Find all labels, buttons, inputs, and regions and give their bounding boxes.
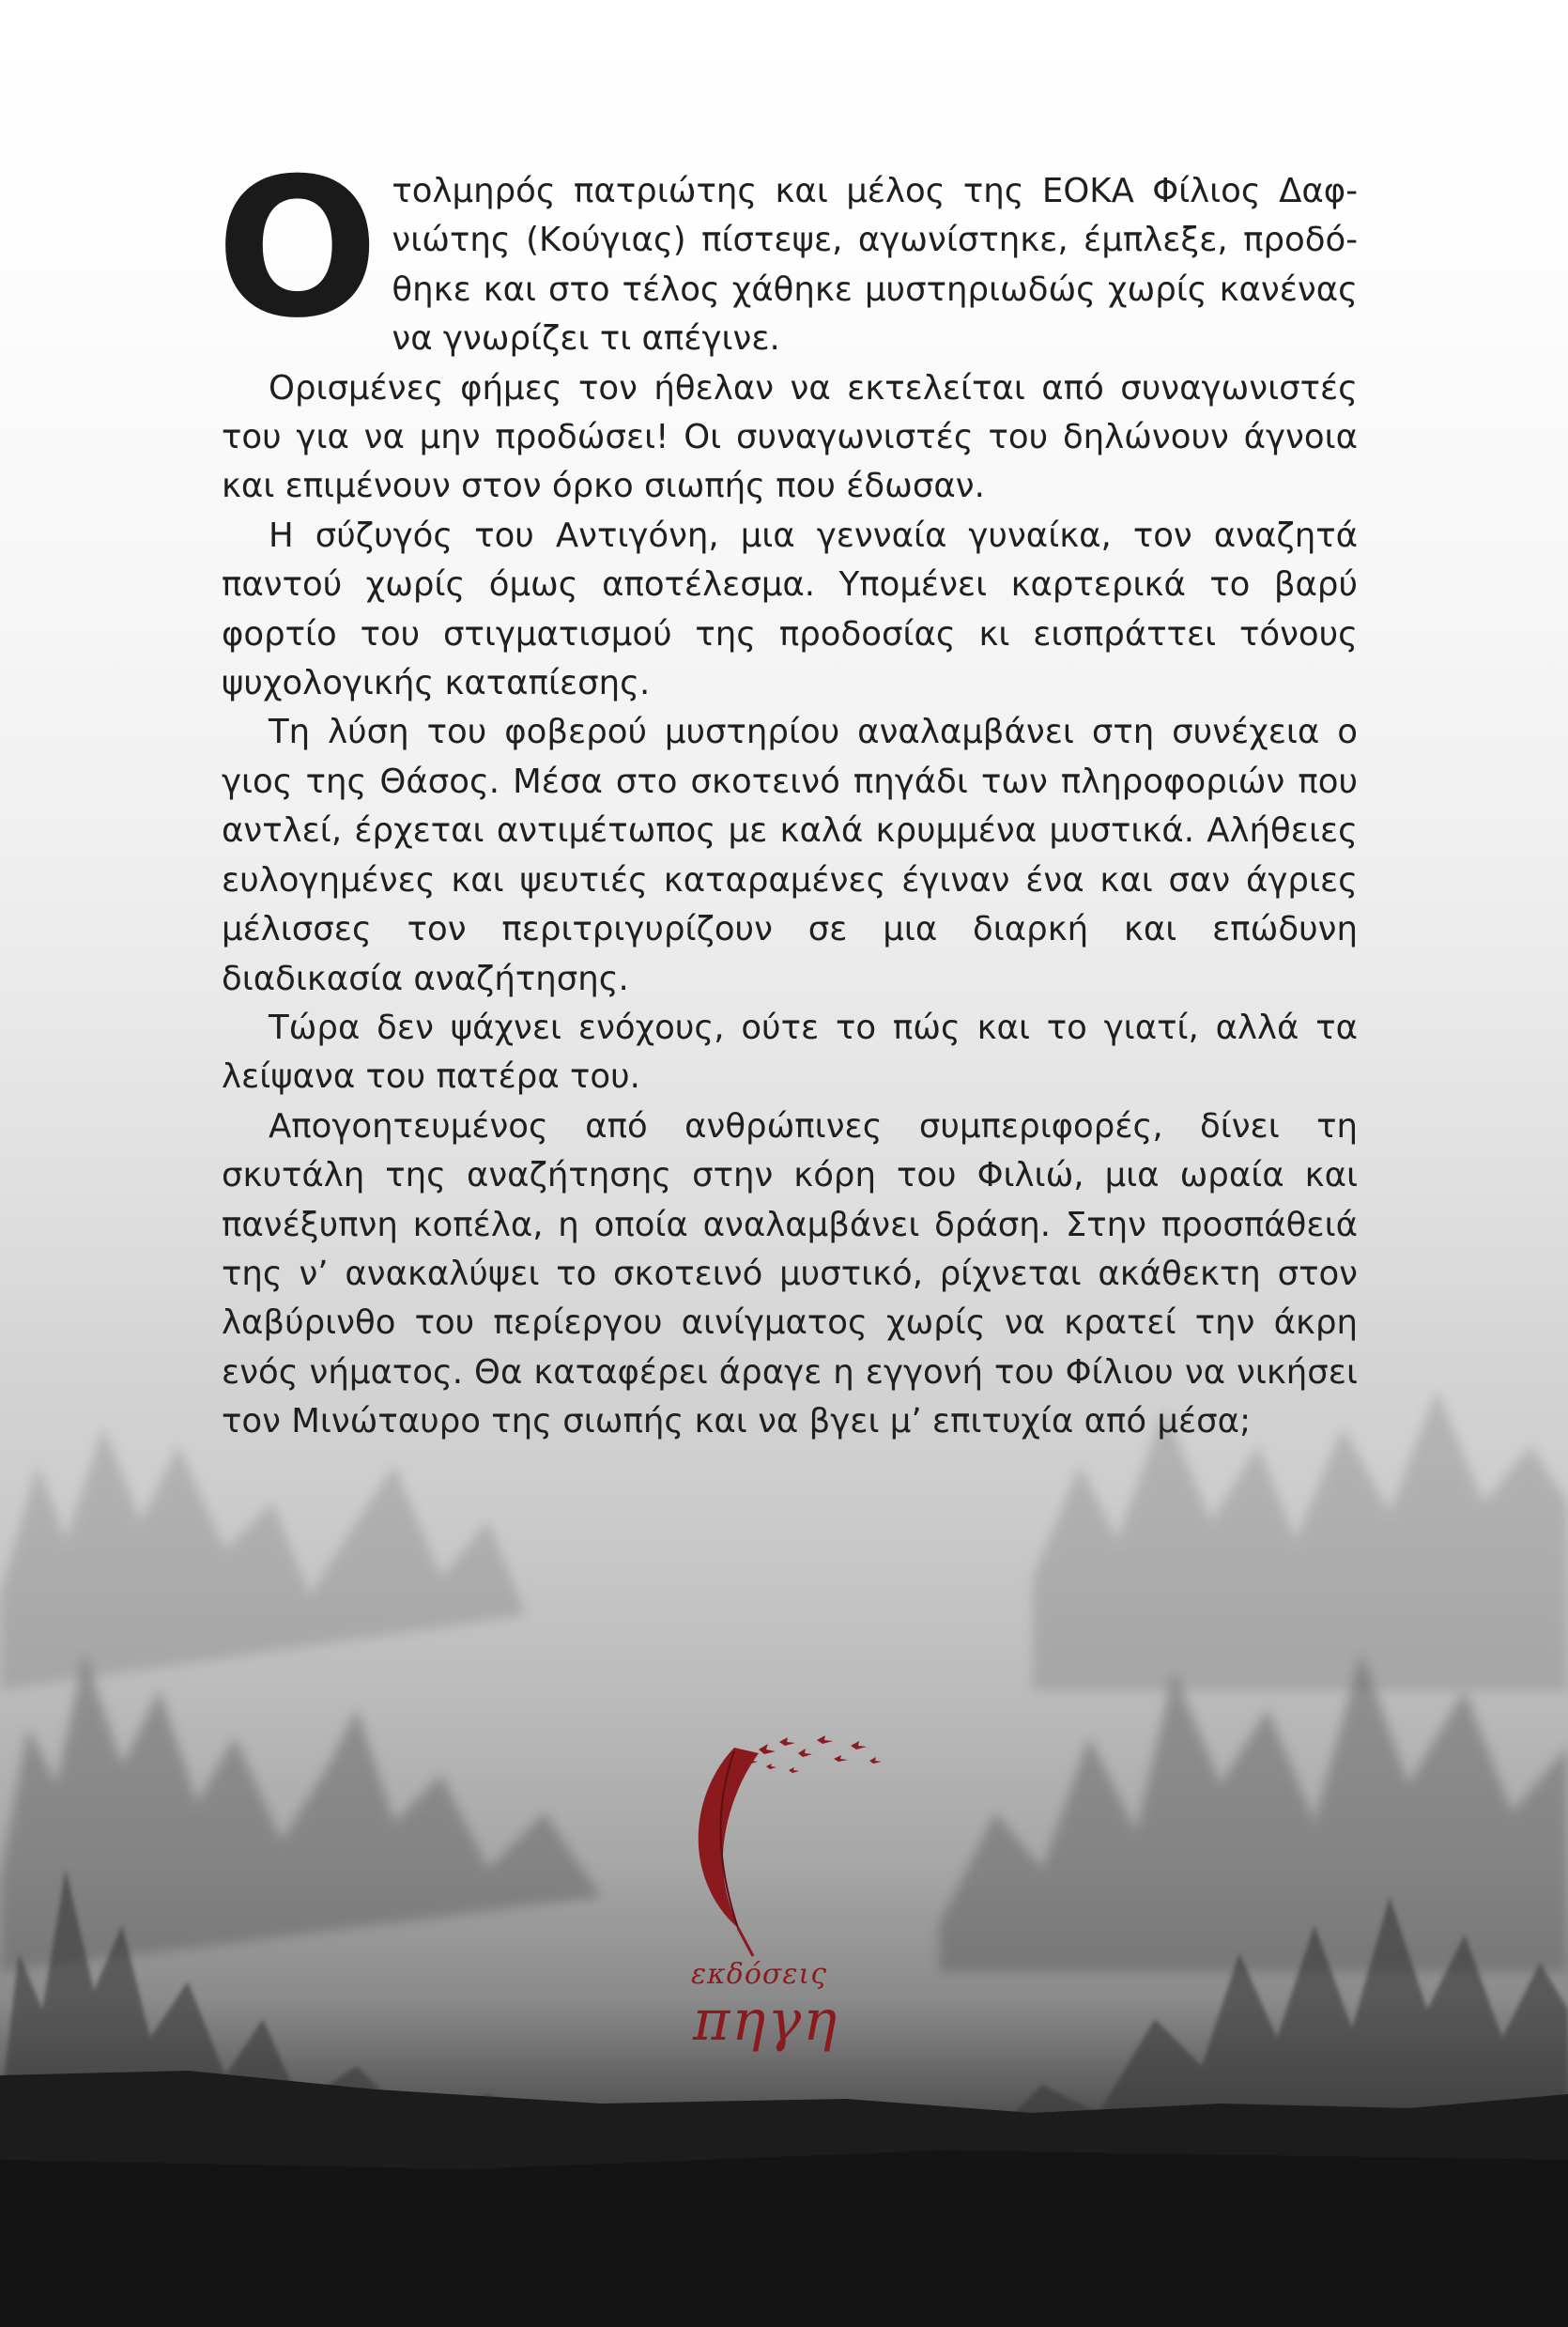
drop-cap-letter: Ο <box>216 138 379 361</box>
paragraph-text: τολμηρός πατριώτης και μέλος της ΕΟΚΑ Φίλιος Δαφνιώτης (Κούγιας) πίστεψε, αγωνίστηκε, έμπλεξε, προδόθηκε και στο τέλος χάθηκε μυστηριωδώς χωρίς κανένας να γνωρίζει τι απέγινε. <box>392 172 1358 359</box>
blurb-paragraph-6: Απογοητευμένος από ανθρώπινες συμπεριφορές, δίνει τη σκυτάλη της αναζήτησης στην κόρη του Φιλιώ, μια ωραία και πανέξυπνη κοπέλα, η οποία αναλαμβάνει δράση. Στην προσπάθειά της ν’ ανακαλύψει το σκοτεινό μυστικό, ρίχνεται ακάθεκτη στον λαβύρινθο του περίεργου αινίγματος χωρίς να κρατεί την άκρη ενός νήματος. Θα καταφέρει άραγε η εγγονή του Φίλιου να νικήσει τον Μινώταυρο της σιωπής και να βγει μ’ επιτυχία από μέσα; <box>222 1106 1358 1441</box>
back-cover-blurb <box>216 138 1358 1447</box>
blurb-paragraph-5: Τώρα δεν ψάχνει ενόχους, ούτε το πώς και το γιατί, αλλά τα λείψανα του πατέρα του. <box>222 1008 1358 1097</box>
blurb-paragraph-3: Η σύζυγός του Αντιγόνη, μια γενναία γυναίκα, τον αναζητά παντού χωρίς όμως αποτέλεσμα. Υπομένει καρτερικά το βαρύ φορτίο του στιγματισμού της προδοσίας κι εισπράττει τόνους ψυχολογικής καταπίεσης. <box>222 516 1358 703</box>
publisher-logo <box>648 1733 920 2089</box>
publisher-name-line1: εκδόσεις <box>691 1958 828 1991</box>
blurb-paragraph-1 <box>216 138 1358 364</box>
publisher-name-line2: πηγη <box>693 1988 839 2054</box>
blurb-paragraph-4: Τη λύση του φοβερού μυστηρίου αναλαμβάνει στη συνέχεια ο γιος της Θάσος. Μέσα στο σκοτεινό πηγάδι των πληροφοριών που αντλεί, έρχεται αντιμέτωπος με καλά κρυμμένα μυστικά. Αλήθειες ευλογημένες και ψευτιές καταραμένες έγιναν ένα και σαν άγριες μέλισσες τον περιτριγυρίζουν σε μια διαρκή και επώδυνη διαδικασία αναζήτησης. <box>222 713 1358 998</box>
red-feather-birds-icon <box>648 1733 920 1958</box>
blurb-paragraph-2: Ορισμένες φήμες τον ήθελαν να εκτελείται από συναγωνιστές του για να μην προδώσει! Οι συναγωνιστές του δηλώνουν άγνοια και επιμένουν στον όρκο σιωπής που έδωσαν. <box>222 368 1358 506</box>
